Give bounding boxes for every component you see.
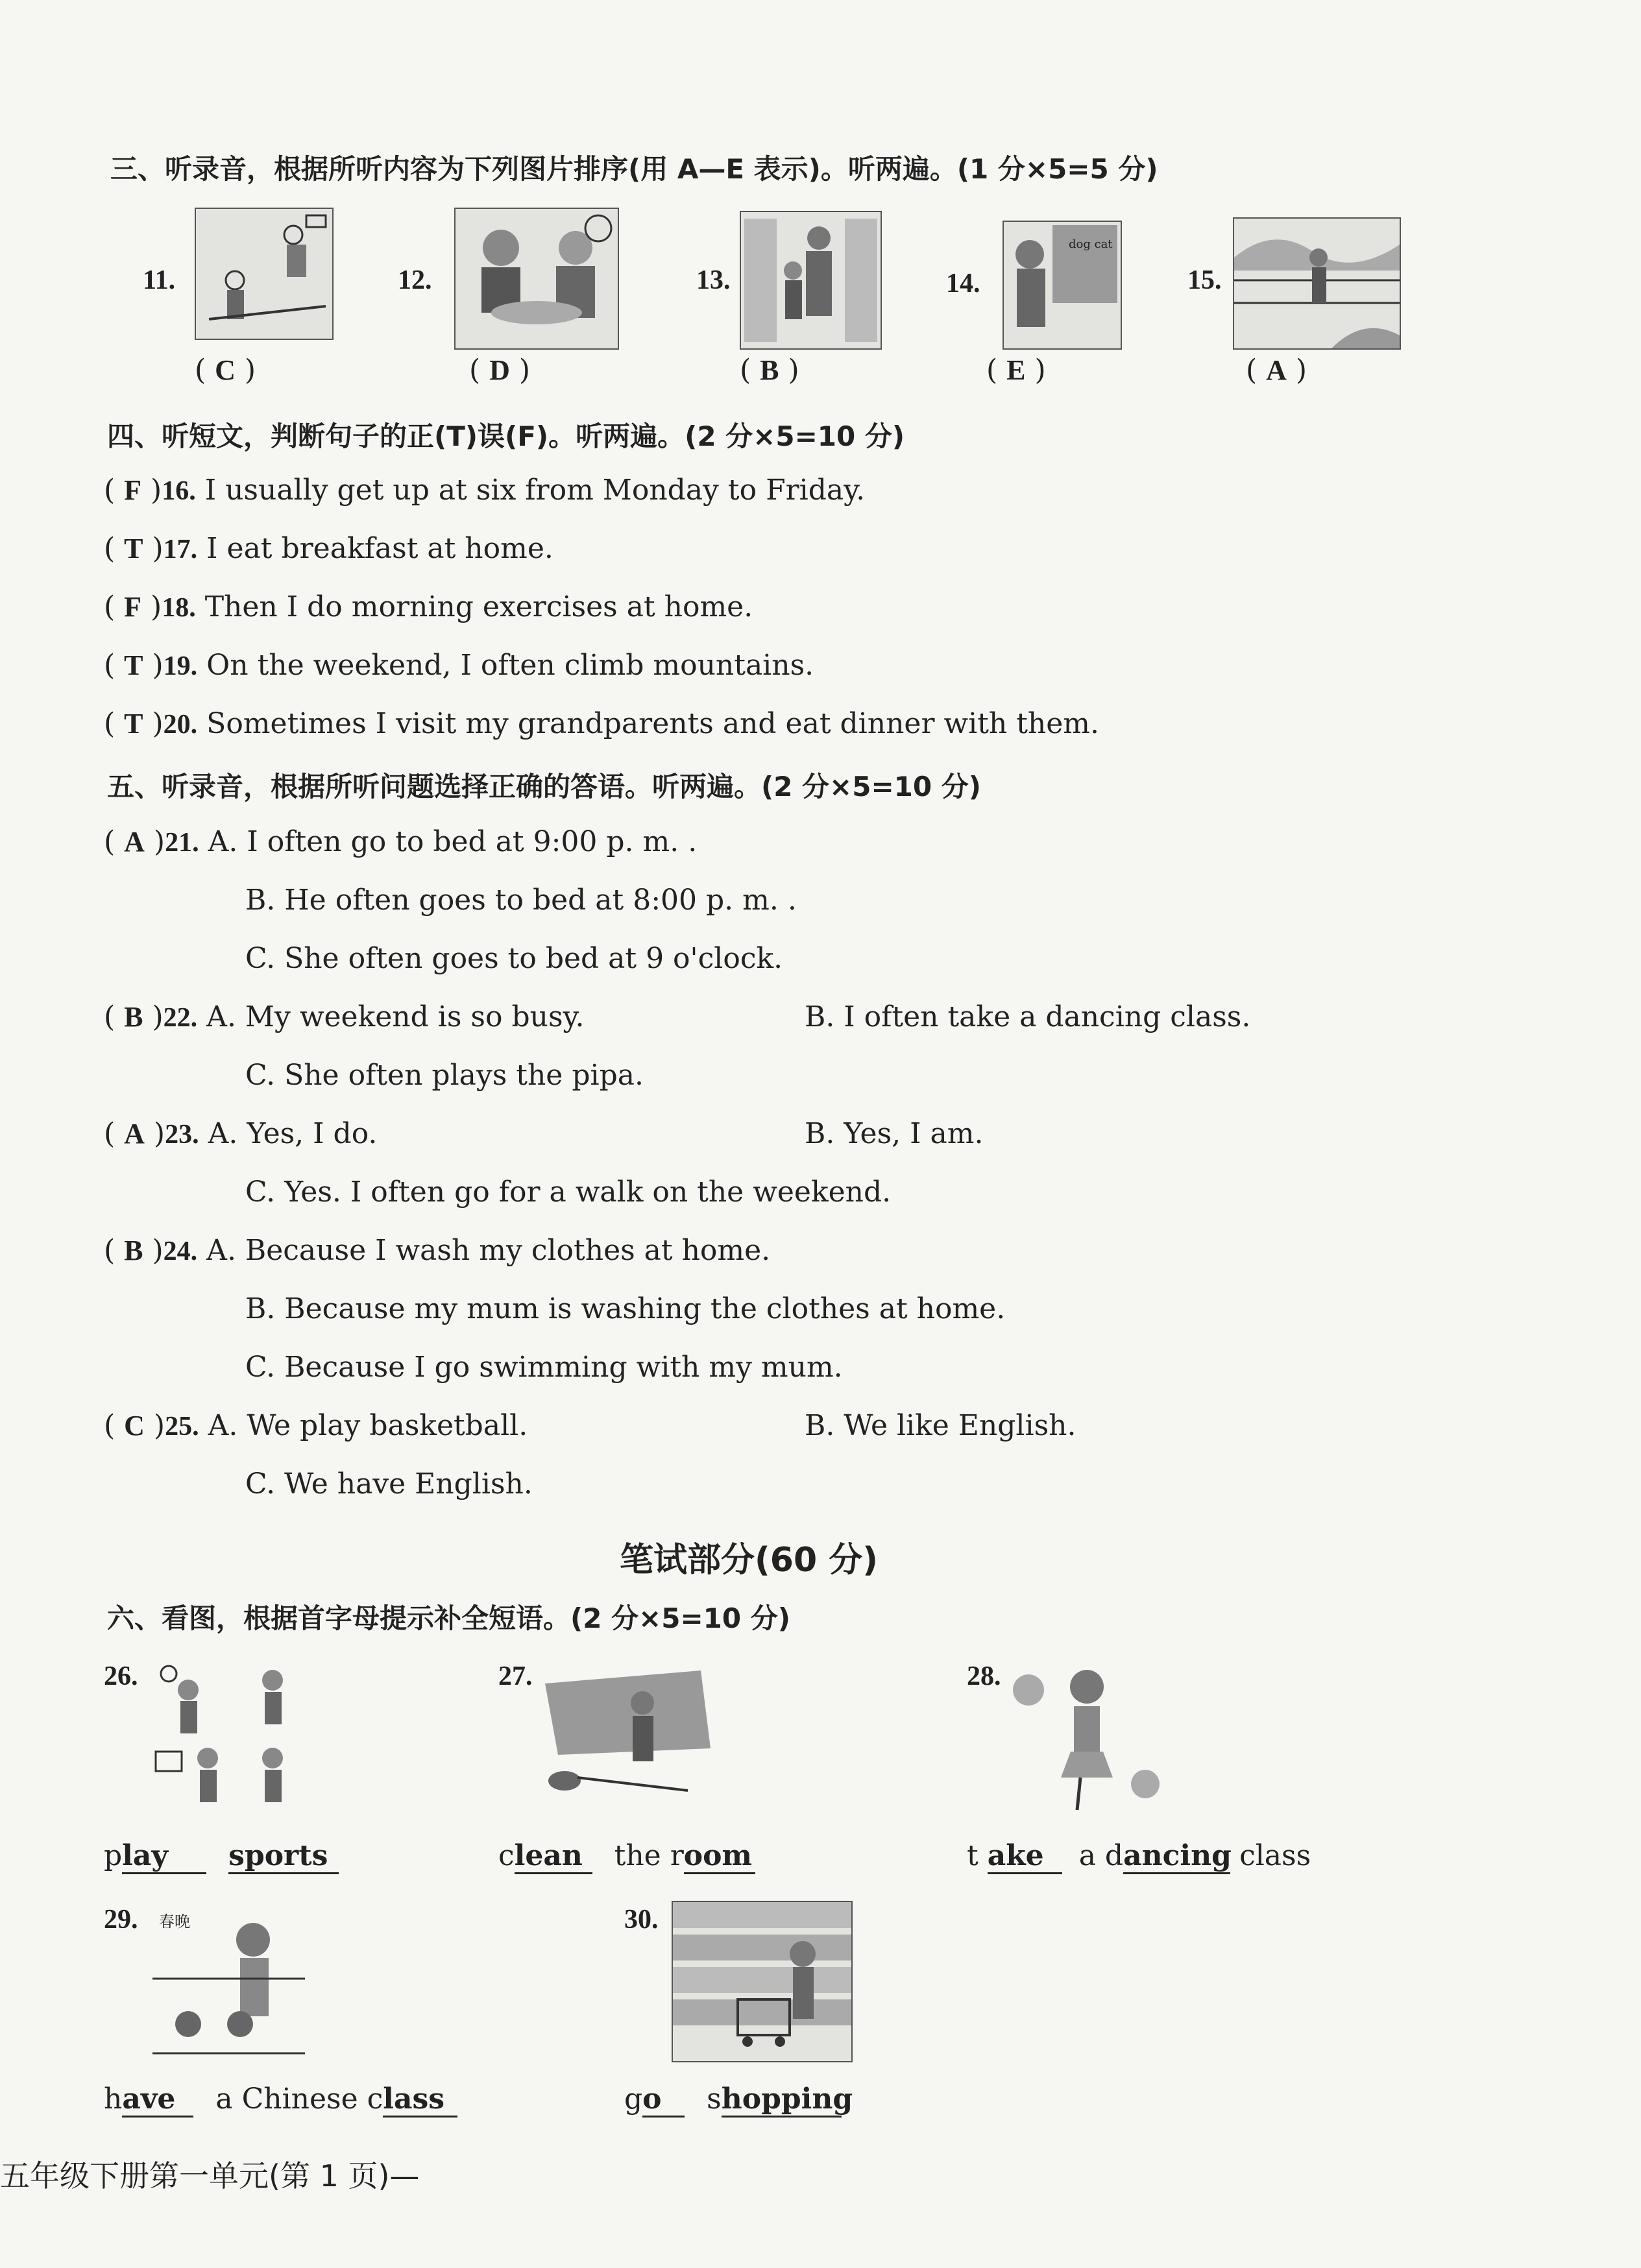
- q19-row: ( T )19. On the weekend, I often climb mountains.: [104, 649, 814, 682]
- q24-option-c: C. Because I go swimming with my mum.: [245, 1351, 843, 1384]
- q29-blank-2: lass: [383, 2082, 457, 2117]
- q17-answer: T: [124, 533, 143, 564]
- q21-row: ( A )21. A. I often go to bed at 9:00 p. m. .: [104, 825, 698, 858]
- q29-middle: a Chinese c: [215, 2082, 383, 2116]
- q23-option-a: A. Yes, I do.: [208, 1117, 378, 1150]
- q28-prefix: t: [967, 1839, 979, 1872]
- section6-heading: 六、看图，根据首字母提示补全短语。(2 分×5=10 分): [107, 1602, 790, 1634]
- section5-heading: 五、听录音，根据所听问题选择正确的答语。听两遍。(2 分×5=10 分): [107, 771, 981, 802]
- q28-blank-1: ake: [988, 1839, 1062, 1874]
- item-15-number: 15.: [1187, 265, 1222, 295]
- q24-option-b: B. Because my mum is washing the clothes at home.: [245, 1292, 1006, 1325]
- page-footer: 五年级下册第一单元(第 1 页)—: [0, 2158, 420, 2193]
- q27-blank-2: oom: [684, 1839, 755, 1874]
- q28-blank-2: ancing: [1123, 1839, 1230, 1874]
- item-13-number: 13.: [696, 265, 731, 295]
- q25-option-b: B. We like English.: [805, 1409, 1076, 1442]
- q21-number: 21.: [165, 828, 199, 858]
- q22-row: ( B )22. A. My weekend is so busy.: [104, 1000, 585, 1033]
- q22-number: 22.: [163, 1003, 198, 1033]
- q20-answer: T: [124, 708, 143, 740]
- q23-option-c: C. Yes. I often go for a walk on the weekend.: [245, 1176, 892, 1209]
- q27-number: 27.: [498, 1661, 533, 1691]
- q29-number: 29.: [104, 1905, 138, 1935]
- item-13-answer: B: [760, 354, 779, 386]
- q19-text: On the weekend, I often climb mountains.: [206, 649, 814, 682]
- board-label: 春晚: [159, 1912, 190, 1931]
- q27-middle: the r: [614, 1839, 684, 1872]
- q23-option-b: B. Yes, I am.: [805, 1117, 984, 1150]
- q18-answer: F: [124, 591, 142, 623]
- written-part-title: 笔试部分(60 分): [620, 1541, 878, 1580]
- teacher-blackboard-icon: [1003, 221, 1122, 350]
- q27-answer-line: [498, 1839, 755, 1874]
- q22-option-c: C. She often plays the pipa.: [245, 1059, 644, 1092]
- q20-number: 20.: [163, 710, 198, 740]
- item-15-answer-paren: ( A ): [1246, 354, 1307, 387]
- item-14-number: 14.: [946, 269, 980, 298]
- basketball-pingpong-icon: [195, 208, 334, 340]
- section3-heading: 三、听录音，根据所听内容为下列图片排序(用 A—E 表示)。听两遍。(1 分×5=5 分): [110, 153, 1158, 185]
- q18-row: ( F )18. Then I do morning exercises at home.: [104, 590, 753, 623]
- board-text: dog cat: [1069, 237, 1113, 251]
- item-14-answer: E: [1006, 354, 1026, 386]
- sports-icon: [149, 1654, 311, 1816]
- q16-row: ( F )16. I usually get up at six from Monday to Friday.: [104, 474, 866, 507]
- section4-heading: 四、听短文，判断句子的正(T)误(F)。听两遍。(2 分×5=10 分): [107, 420, 905, 452]
- q23-answer: A: [124, 1118, 145, 1150]
- q24-option-a: A. Because I wash my clothes at home.: [206, 1234, 771, 1267]
- chinese-class-icon: [149, 1901, 308, 2063]
- q28-answer-line: [967, 1839, 1311, 1874]
- family-dinner-icon: [454, 208, 619, 350]
- q17-number: 17.: [163, 535, 198, 564]
- item-12-answer: D: [489, 354, 510, 386]
- q26-number: 26.: [104, 1661, 138, 1691]
- q26-blank-2: sports: [228, 1839, 339, 1874]
- q29-prefix: h: [104, 2082, 123, 2116]
- item-15-answer: A: [1266, 354, 1287, 386]
- q23-row: ( A )23. A. Yes, I do.: [104, 1117, 378, 1150]
- q16-text: I usually get up at six from Monday to Friday.: [204, 474, 866, 507]
- q26-prefix: p: [104, 1839, 123, 1872]
- q18-text: Then I do morning exercises at home.: [204, 590, 753, 623]
- q24-row: ( B )24. A. Because I wash my clothes at home.: [104, 1234, 771, 1267]
- q21-answer: A: [124, 826, 145, 858]
- q27-blank-1: lean: [515, 1839, 592, 1874]
- q28-middle: a d: [1078, 1839, 1124, 1872]
- q22-answer: B: [124, 1001, 143, 1033]
- item-12-answer-paren: ( D ): [469, 354, 531, 387]
- item-14-answer-paren: ( E ): [986, 354, 1046, 387]
- q25-number: 25.: [165, 1412, 199, 1442]
- q21-option-b: B. He often goes to bed at 8:00 p. m. .: [245, 884, 797, 917]
- item-13-answer-paren: ( B ): [740, 354, 799, 387]
- q27-prefix: c: [498, 1839, 515, 1872]
- q30-blank-1: o: [642, 2082, 685, 2117]
- q18-number: 18.: [162, 593, 196, 623]
- item-11-answer-paren: ( C ): [195, 354, 256, 387]
- walk-mountain-icon: [1233, 217, 1401, 350]
- q26-answer-line: [104, 1839, 339, 1874]
- q20-row: ( T )20. Sometimes I visit my grandparents and eat dinner with them.: [104, 707, 1099, 740]
- q17-text: I eat breakfast at home.: [206, 532, 553, 565]
- q29-answer-line: [104, 2082, 457, 2117]
- q19-answer: T: [124, 649, 143, 681]
- q28-end: class: [1239, 1839, 1311, 1872]
- q30-answer-line: [624, 2082, 853, 2117]
- q19-number: 19.: [163, 651, 198, 681]
- q25-row: ( C )25. A. We play basketball.: [104, 1409, 528, 1442]
- q25-option-a: A. We play basketball.: [208, 1409, 528, 1442]
- q29-blank-1: ave: [122, 2082, 193, 2117]
- q25-answer: C: [124, 1410, 145, 1442]
- q30-prefix: g: [624, 2082, 643, 2116]
- q26-blank-1: lay: [122, 1839, 206, 1874]
- q30-blank-2: hopping: [722, 2082, 842, 2117]
- q30-number: 30.: [624, 1905, 659, 1935]
- vacuum-cleaning-icon: [539, 1658, 717, 1804]
- dancing-girl-icon: [1009, 1661, 1165, 1816]
- supermarket-shopping-icon: [672, 1901, 853, 2062]
- item-11-answer: C: [215, 354, 236, 386]
- q30-middle: s: [707, 2082, 722, 2116]
- item-12-number: 12.: [398, 265, 432, 295]
- shopping-icon: [740, 211, 882, 350]
- q21-option-c: C. She often goes to bed at 9 o'clock.: [245, 942, 783, 975]
- q24-answer: B: [124, 1235, 143, 1266]
- q25-option-c: C. We have English.: [245, 1467, 533, 1501]
- q22-option-b: B. I often take a dancing class.: [805, 1000, 1251, 1033]
- q16-number: 16.: [162, 476, 196, 506]
- q24-number: 24.: [163, 1237, 198, 1266]
- q23-number: 23.: [165, 1120, 199, 1150]
- item-11-number: 11.: [143, 265, 176, 295]
- q17-row: ( T )17. I eat breakfast at home.: [104, 532, 553, 565]
- q28-number: 28.: [967, 1661, 1001, 1691]
- q20-text: Sometimes I visit my grandparents and eat dinner with them.: [206, 707, 1099, 740]
- q22-option-a: A. My weekend is so busy.: [206, 1000, 585, 1033]
- q21-option-a: A. I often go to bed at 9:00 p. m. .: [208, 825, 698, 858]
- q16-answer: F: [124, 474, 142, 506]
